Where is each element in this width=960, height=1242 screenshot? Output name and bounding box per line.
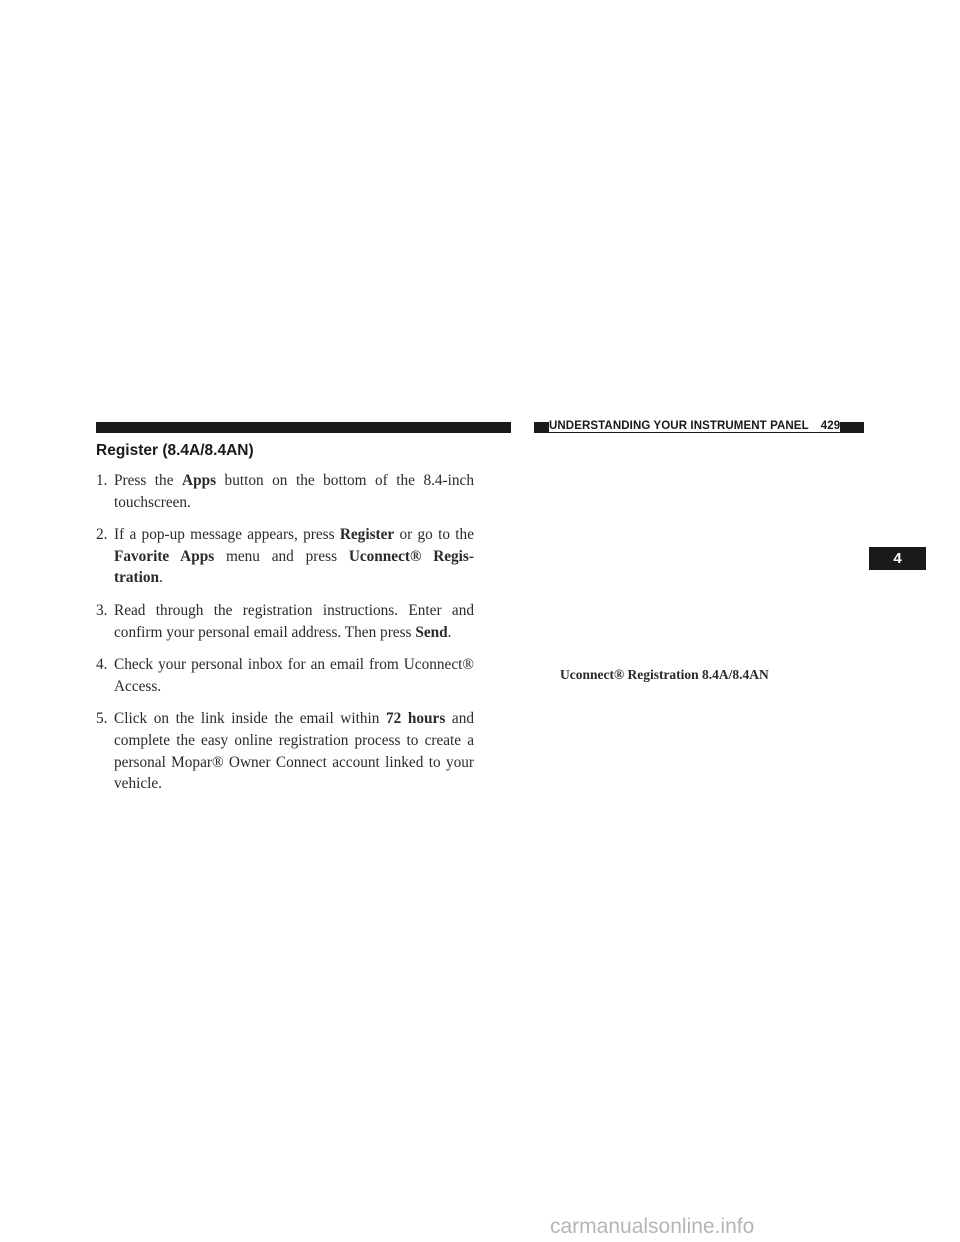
step-item bbox=[96, 708, 474, 794]
step-bold-term: Favorite Apps bbox=[114, 547, 215, 565]
step-number: 4. bbox=[96, 656, 108, 674]
step-text: Read through the registration instructions. Enter and confirm your personal email address. Then press bbox=[114, 601, 474, 641]
step-bold-term: Uconnect® Regis-tration bbox=[114, 547, 474, 587]
step-bold-term: Apps bbox=[182, 472, 217, 489]
step-text: and complete the easy online registration process to create a personal Mopar® Owner Connect account linked to your vehicle. bbox=[114, 710, 474, 793]
step-bold-term: 72 hours bbox=[386, 710, 446, 728]
step-text: If a pop-up message appears, press bbox=[114, 526, 340, 544]
step-number: 5. bbox=[96, 710, 108, 728]
step-item bbox=[96, 654, 474, 697]
step-text: Check your personal inbox for an email from Uconnect® Access. bbox=[114, 656, 474, 695]
step-item bbox=[96, 470, 474, 513]
step-text: Click on the link inside the email within bbox=[114, 710, 386, 728]
section-title: Register (8.4A/8.4AN) bbox=[96, 442, 254, 459]
step-bold-term: Send bbox=[415, 623, 448, 641]
step-text: or go to the bbox=[394, 526, 474, 544]
header-rule bbox=[96, 422, 511, 433]
step-number: 1. bbox=[96, 472, 108, 489]
step-bold-term: Register bbox=[339, 526, 395, 544]
step-number: 3. bbox=[96, 601, 108, 619]
step-text: button on the bottom of the 8.4-inch touchscreen. bbox=[114, 472, 474, 511]
steps-list bbox=[96, 470, 474, 806]
step-item bbox=[96, 600, 474, 643]
figure-caption: Uconnect® Registration 8.4A/8.4AN bbox=[560, 667, 769, 682]
running-header bbox=[549, 420, 840, 432]
step-number: 2. bbox=[96, 526, 108, 544]
chapter-tab: 4 bbox=[869, 547, 926, 570]
step-text: Press the bbox=[114, 472, 183, 489]
step-text: . bbox=[159, 569, 163, 587]
step-text: menu and press bbox=[214, 547, 349, 565]
step-text: . bbox=[447, 623, 452, 641]
watermark: carmanualsonline.info bbox=[550, 1215, 755, 1238]
page-number: 429 bbox=[820, 420, 841, 432]
header-title: UNDERSTANDING YOUR INSTRUMENT PANEL bbox=[549, 420, 809, 432]
step-item bbox=[96, 524, 474, 589]
